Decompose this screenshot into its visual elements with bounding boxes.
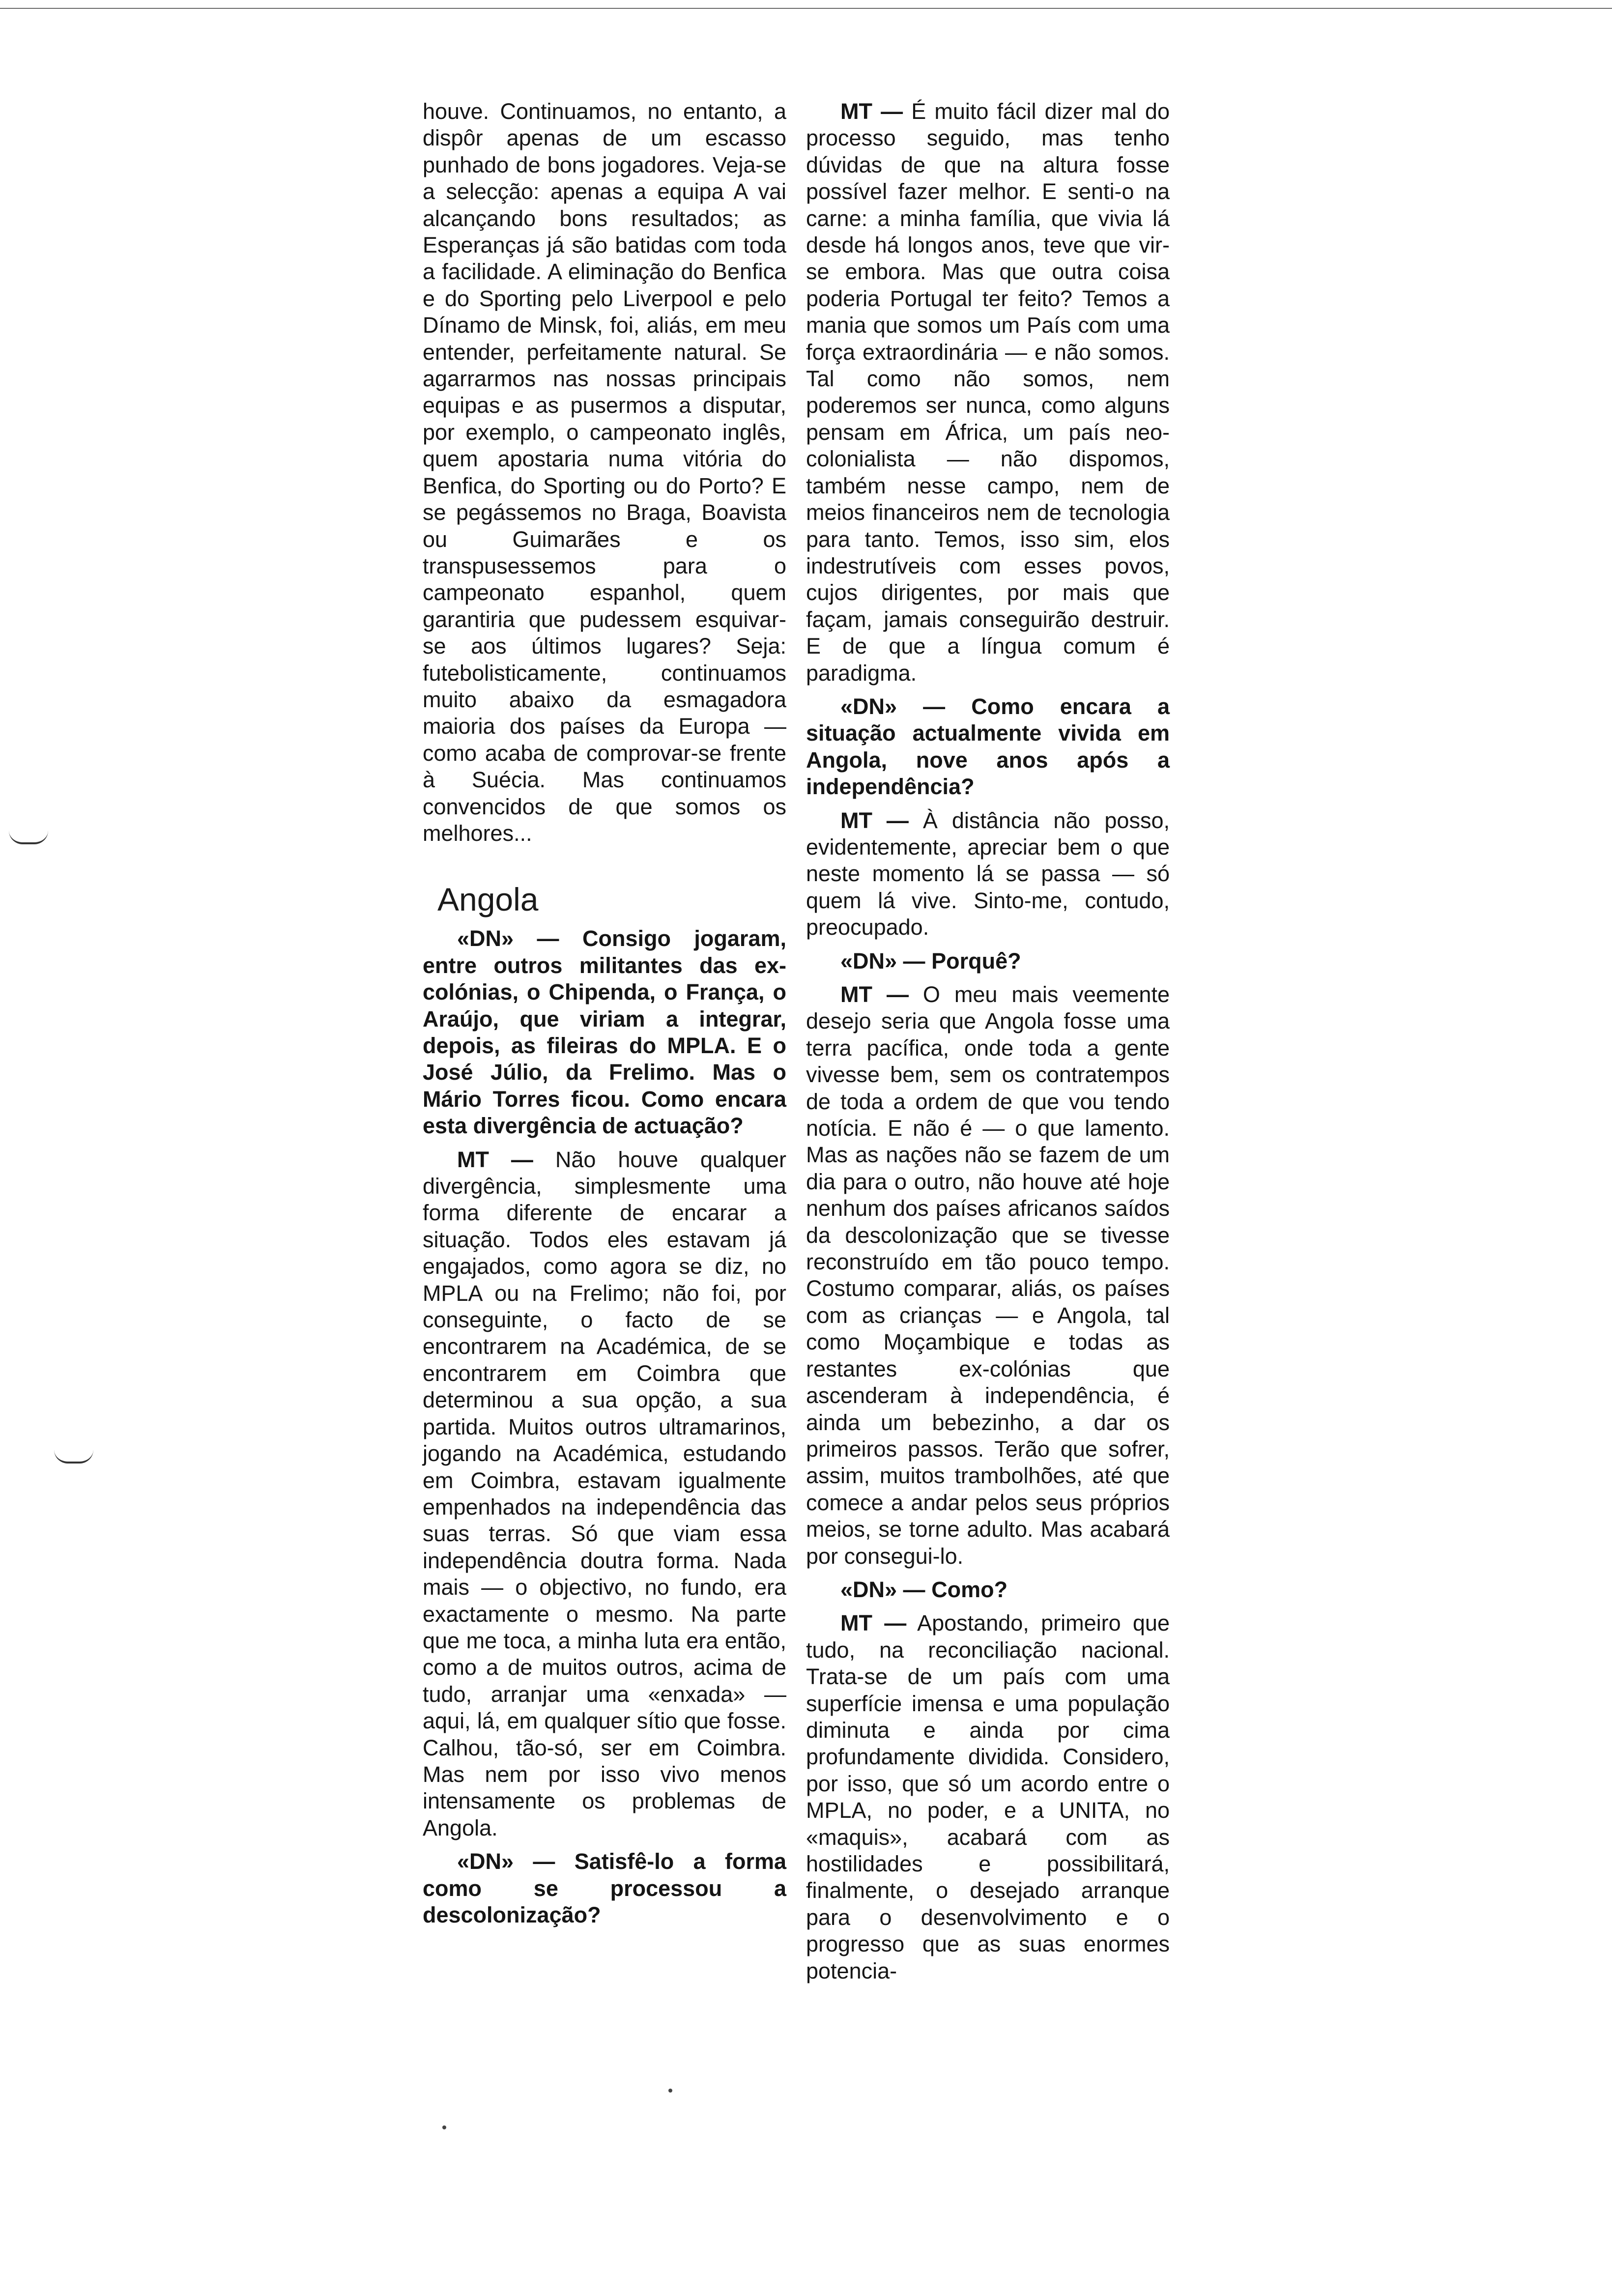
question-text: Como? <box>931 1577 1008 1602</box>
scan-speck <box>442 2125 446 2129</box>
article-paragraph: houve. Continuamos, no entanto, a dispôr apenas de um escasso punhado de bons jogadores. Veja-se a selecção: apenas a equipa A vai alcançando bons resultados; as Esperanças já são batidas com toda a facilidade. A eliminação do Benfica e do Sporting pelo Liverpool e pelo Dínamo de Minsk, foi, aliás, em meu entender, perfeitamente natural. Se agarrarmos nas nossas principais equipas e as pusermos a disputar, por exemplo, o campeonato inglês, quem apostaria numa vitória do Benfica, do Sporting ou do Porto? E se pegássemos no Braga, Boavista ou Guimarães e os transpusessemos para o campeonato espanhol, quem garantiria que pudessem esquivar-se aos últimos lugares? Seja: futebolisticamente, continuamos muito abaixo da esmagadora maioria dos países da Europa — como acaba de comprovar-se frente à Suécia. Mas continuamos convencidos de que somos os melhores... <box>423 99 786 846</box>
interview-answer <box>806 98 1170 687</box>
interview-question <box>806 693 1170 801</box>
speaker-tag-mt: MT — <box>840 1610 907 1636</box>
speaker-tag-dn: «DN» — <box>457 926 559 951</box>
speaker-tag-mt: MT — <box>457 1147 533 1172</box>
article-column-left <box>423 98 786 1928</box>
speaker-tag-dn: «DN» — <box>840 1577 925 1602</box>
answer-text: Não houve qualquer divergência, simplesmente uma forma diferente de encarar a situação. Todos eles estavam já engajados, como agora se diz, no MPLA ou na Frelimo; não foi, por conseguinte, o facto de se encontrarem na Académica, de se encontrarem em Coimbra que determinou a sua opção, a sua partida. Muitos outros ultramarinos, jogando na Académica, estudando em Coimbra, estavam igualmente empenhados na independência das suas terras. Só que viam essa independência doutra forma. Nada mais — o objectivo, no fundo, era exactamente o mesmo. Na parte que me toca, a minha luta era então, como a de muitos outros, acima de tudo, arranjar uma «enxada» — aqui, lá, em qualquer sítio que fosse. Calhou, tão-só, ser em Coimbra. Mas nem por isso vivo menos intensamente os problemas de Angola. <box>423 1147 786 1840</box>
interview-answer <box>806 981 1170 1570</box>
question-text: Porquê? <box>931 948 1021 974</box>
answer-text: O meu mais veemente desejo seria que Angola fosse uma terra pacífica, onde toda a gente vivesse bem, sem os contratempos de toda a ordem de que vou tendo notícia. E não é — o que lamento. Mas as nações não se fazem de um dia para o outro, não houve até hoje nenhum dos países africanos saídos da descolonização que se tivesse reconstruído em tão pouco tempo. Costumo comparar, aliás, os países com as crianças — e Angola, tal como Moçambique e todas as restantes ex-colónias que ascenderam à independência, é ainda um bebezinho, a dar os primeiros passos. Terão que sofrer, assim, muitos trambolhões, até que comece a andar pelos seus próprios meios, se torne adulto. Mas acabará por consegui-lo. <box>806 982 1170 1569</box>
answer-text: À distância não posso, evidentemente, apreciar bem o que neste momento lá se passa — só quem lá vive. Sinto-me, contudo, preocupado. <box>806 807 1170 940</box>
answer-text: Apostando, primeiro que tudo, na reconciliação nacional. Trata-se de um país com uma superfície imensa e uma população diminuta e ainda por cima profundamente dividida. Considero, por isso, que só um acordo entre o MPLA, no poder, e a UNITA, no «maquis», acabará com as hostilidades e possibilitará, finalmente, o desejado arranque para o desenvolvimento e o progresso que as suas enormes potencia- <box>806 1610 1170 1983</box>
interview-question <box>423 925 786 1139</box>
speaker-tag-dn: «DN» — <box>457 1849 555 1874</box>
article-column-right <box>806 98 1170 1984</box>
scan-edge-line <box>0 8 1612 9</box>
interview-question <box>806 1577 1170 1603</box>
question-text: Satisfê-lo a forma como se processou a descolonização? <box>423 1849 786 1927</box>
question-text: Consigo jogaram, entre outros militantes das ex-colónias, o Chipenda, o França, o Araújo, que viriam a integrar, depois, as fileiras do MPLA. E o José Júlio, da Frelimo. Mas o Mário Torres ficou. Como encara esta divergência de actuação? <box>423 926 786 1139</box>
scan-margin-mark <box>54 1450 93 1464</box>
answer-text: É muito fácil dizer mal do processo seguido, mas tenho dúvidas de que na altura fosse possível fazer melhor. E senti-o na carne: a minha família, que vivia lá desde há longos anos, teve que vir-se embora. Mas que outra coisa poderia Portugal ter feito? Temos a mania que somos um País com uma força extraordinária — e não somos. Tal como não somos, nem poderemos ser nunca, como alguns pensam em África, um país neo-colonialista — não dispomos, também nesse campo, nem de meios financeiros nem de tecnologia para tanto. Temos, isso sim, elos indestrutíveis com esses povos, cujos dirigentes, por mais que façam, jamais conseguirão destruir. E de que a língua comum é paradigma. <box>806 99 1170 686</box>
interview-question <box>423 1848 786 1928</box>
interview-question <box>806 948 1170 975</box>
interview-answer <box>806 1610 1170 1984</box>
question-text: Como encara a situação actualmente vivida em Angola, nove anos após a independência? <box>806 693 1170 800</box>
speaker-tag-mt: MT — <box>840 982 909 1007</box>
speaker-tag-mt: MT — <box>840 807 909 833</box>
speaker-tag-mt: MT — <box>840 99 903 124</box>
scan-margin-mark <box>9 831 48 844</box>
interview-answer <box>806 807 1170 941</box>
interview-answer <box>423 1147 786 1842</box>
speaker-tag-dn: «DN» — <box>840 948 925 974</box>
scan-speck <box>668 2089 672 2093</box>
section-heading: Angola <box>437 881 539 918</box>
speaker-tag-dn: «DN» — <box>840 693 946 719</box>
